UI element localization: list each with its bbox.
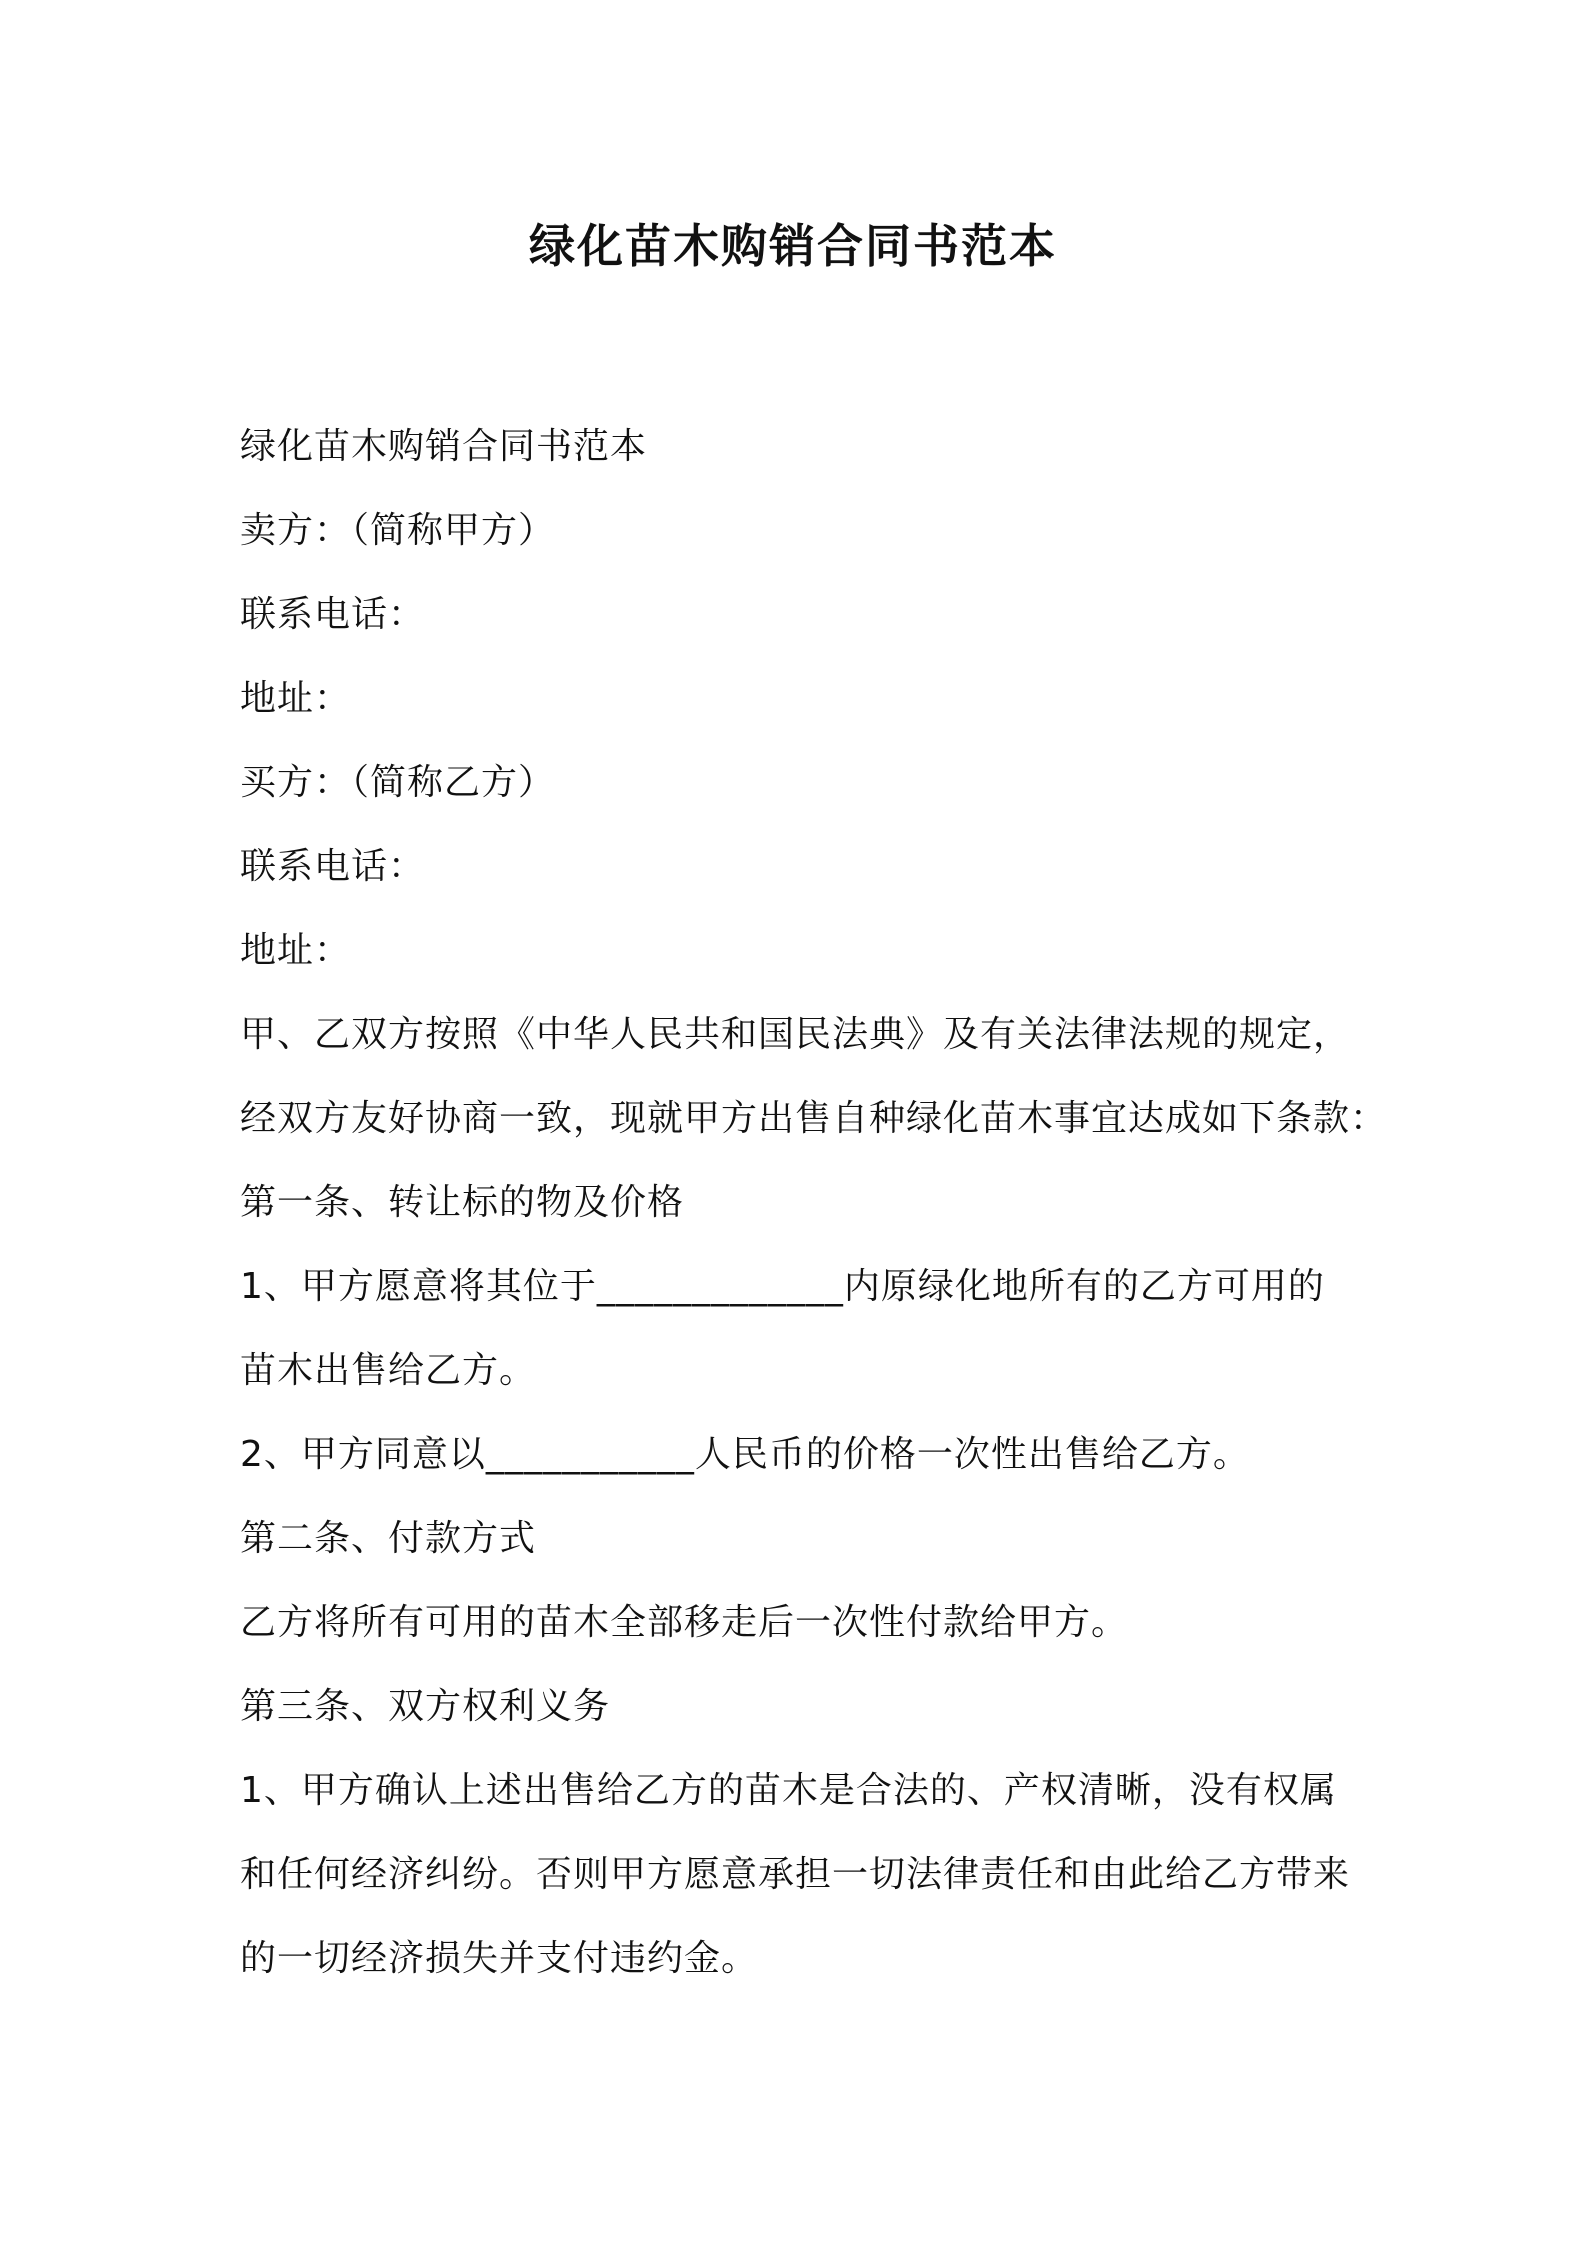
preamble-line-2: 经双方友好协商一致，现就甲方出售自种绿化苗木事宜达成如下条款： [240,1098,1388,1139]
article-3-clause-1-line-1: 1、甲方确认上述出售给乙方的苗木是合法的、产权清晰，没有权属 [240,1770,1337,1811]
buyer-address-label: 地址： [240,930,352,971]
preamble-line-1: 甲、乙双方按照《中华人民共和国民法典》及有关法律法规的规定， [240,1014,1351,1055]
seller-address-label: 地址： [240,678,352,719]
article-2-heading: 第二条、付款方式 [240,1518,537,1559]
body-line-heading: 绿化苗木购销合同书范本 [240,426,648,467]
buyer-label: 买方：（简称乙方） [240,762,556,803]
article-1-clause-1-line-1: 1、甲方愿意将其位于_____________内原绿化地所有的乙方可用的 [240,1266,1325,1307]
article-1-heading: 第一条、转让标的物及价格 [240,1182,685,1223]
article-3-clause-1-line-2: 和任何经济纠纷。否则甲方愿意承担一切法律责任和由此给乙方带来 [240,1854,1351,1895]
document-title: 绿化苗木购销合同书范本 [529,219,1057,273]
article-2-text: 乙方将所有可用的苗木全部移走后一次性付款给甲方。 [240,1602,1129,1643]
article-3-clause-1-line-3: 的一切经济损失并支付违约金。 [240,1938,759,1979]
seller-label: 卖方：（简称甲方） [240,510,556,551]
document-body [240,405,1388,2001]
article-3-heading: 第三条、双方权利义务 [240,1686,611,1727]
article-1-clause-1-line-2: 苗木出售给乙方。 [240,1350,537,1391]
buyer-phone-label: 联系电话： [240,846,426,887]
seller-phone-label: 联系电话： [240,594,426,635]
article-1-clause-2: 2、甲方同意以___________人民币的价格一次性出售给乙方。 [240,1434,1250,1475]
